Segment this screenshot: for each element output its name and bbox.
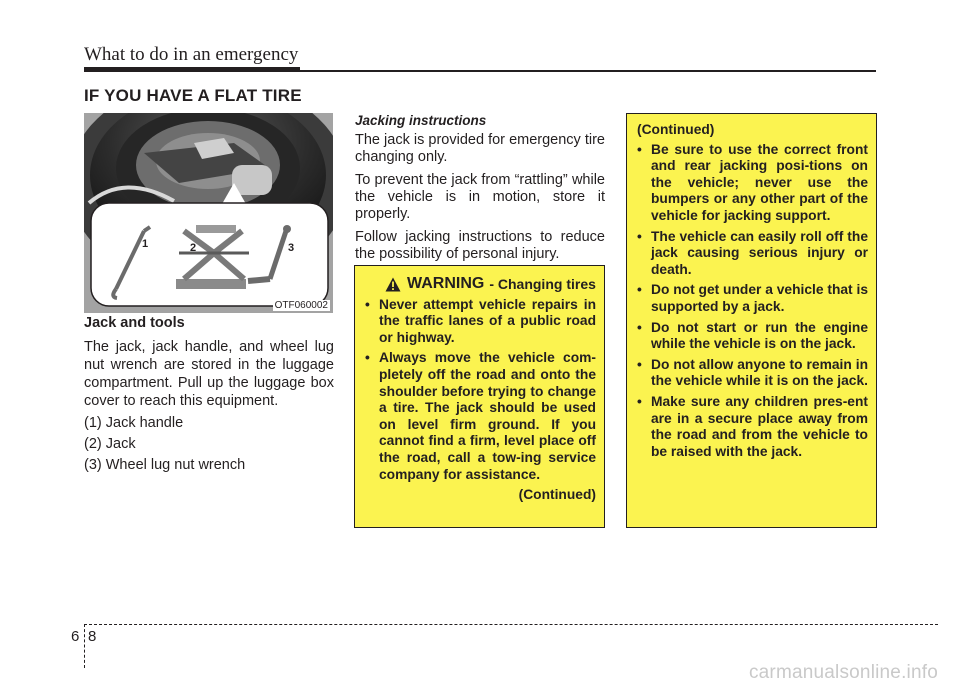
tool-item-jack: (2) Jack [84,436,136,452]
tool-item-lug-wrench: (3) Wheel lug nut wrench [84,457,246,473]
bullet-icon: • [637,356,642,372]
warning-item: • Do not allow anyone to remain in the vehicle while it is on the jack. [637,356,868,389]
warning-box [354,265,605,528]
callout-3: 3 [288,242,295,254]
jack-and-tools-section [84,314,334,477]
bullet-icon: • [637,319,642,335]
warning-label: WARNING [407,275,485,292]
footer-rule [84,624,938,625]
continued-heading: (Continued) [637,122,715,137]
jack-and-tools-paragraph: The jack, jack handle, and wheel lug nut wrench are stored in the luggage compartment. Pull up the luggage box cover to reach this equipment. [84,339,334,409]
bullet-icon: • [637,282,642,298]
warning-item: • Be sure to use the correct front and rear jacking posi-tions on the vehicle; never use the bumpers or any other part of the vehicle for jacking support. [637,141,868,223]
header-rule [84,70,876,72]
bullet-icon: • [637,228,642,244]
section-number: 6 [71,628,80,645]
bullet-icon: • [637,141,642,157]
continued-warning-list [637,142,868,461]
bullet-icon: • [365,350,370,366]
figure-code: OTF060002 [274,300,328,311]
warning-list [365,297,596,484]
watermark: carmanualsonline.info [748,662,938,683]
warning-triangle-icon [385,277,401,292]
warning-item: • Make sure any children pres-ent are in a secure place away from the road and from the vehicle to be raised with the jack. [637,393,868,459]
tool-list [84,414,334,474]
warning-item: • Do not start or run the engine while the vehicle is on the jack. [637,319,868,352]
callout-1: 1 [142,238,149,250]
bullet-icon: • [637,393,642,409]
jacking-instructions-heading: Jacking instructions [355,113,487,128]
warning-item: • Always move the vehicle com-pletely off the road and onto the shoulder before trying to change a tire. The jack should be used on level firm ground. If you cannot find a firm, level place off the road, call a tow-ing service company for assistance. [365,350,596,482]
jacking-paragraph-3: Follow jacking instructions to reduce the possibility of personal injury. [355,229,605,262]
jacking-paragraph-2: To prevent the jack from “rattling” while the vehicle is in motion, store it properly. [355,172,605,222]
section-title: IF YOU HAVE A FLAT TIRE [84,86,302,105]
chapter-title: What to do in an emergency [84,44,299,65]
bullet-icon: • [365,296,370,312]
warning-header [385,276,596,293]
jack-tools-photo [84,113,333,313]
warning-item: • Do not get under a vehicle that is supported by a jack. [637,282,868,314]
jacking-instructions-section [355,112,605,269]
page-number: 8 [88,628,97,645]
callout-2: 2 [190,242,197,254]
warning-item: • The vehicle can easily roll off the jack causing serious injury or death. [637,228,868,277]
jack-and-tools-heading: Jack and tools [84,315,185,331]
jacking-paragraph-1: The jack is provided for emergency tire changing only. [355,132,605,165]
tire-well-illustration [84,113,333,313]
warning-subtitle: - Changing tires [489,276,596,292]
warning-continued-box [626,113,877,528]
tool-item-jack-handle: (1) Jack handle [84,415,184,431]
continued-note: (Continued) [518,487,596,503]
warning-item: • Never attempt vehicle repairs in the traffic lanes of a public road or highway. [365,296,596,345]
footer-divider [84,624,85,668]
